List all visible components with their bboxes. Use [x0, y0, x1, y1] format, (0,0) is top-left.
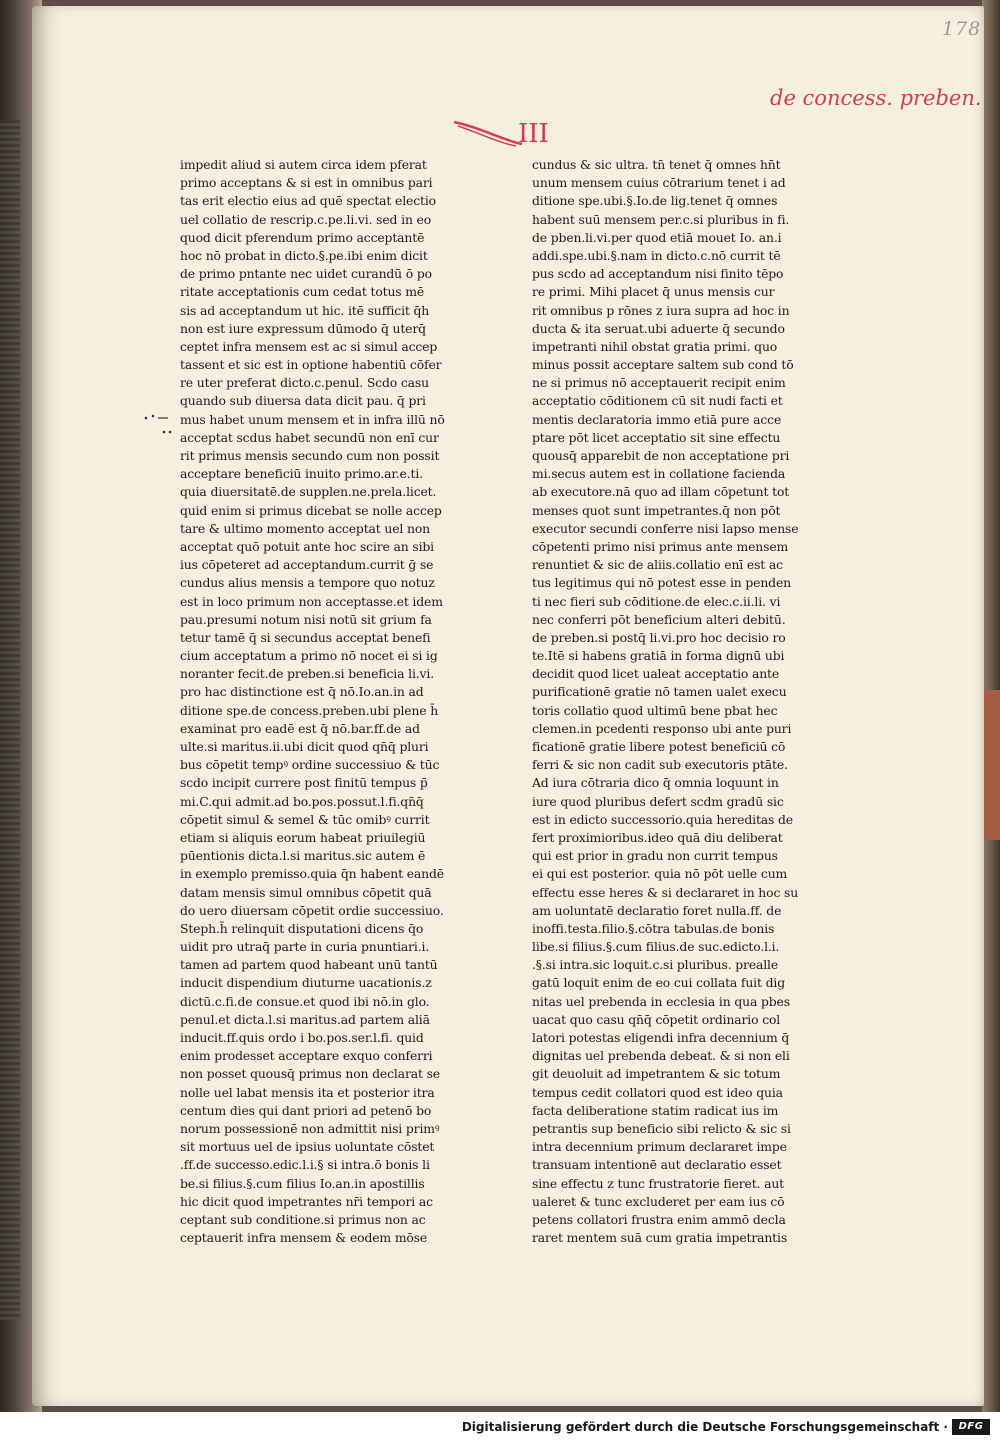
text-line: non posset quousq̄ primus non declarat se [180, 1066, 440, 1082]
text-line: do uero diuersam cōpetit ordie successiuo. [180, 902, 444, 918]
marginal-note: de concess. preben. [770, 86, 982, 110]
text-line: sis ad acceptandum ut hic. itē sufficit q̄h [180, 302, 430, 318]
text-line: penul.et dicta.l.si maritus.ad partem aliā [180, 1011, 430, 1027]
text-line: enim prodesset acceptare exquo conferri [180, 1048, 433, 1064]
text-line: Steph.h̄ relinquit disputationi dicens q̄o [180, 920, 424, 936]
text-line: toris collatio quod ultimū bene pbat hec [532, 702, 778, 718]
footer [0, 1412, 1000, 1442]
text-line: ritate acceptationis cum cedat totus mē [180, 284, 425, 300]
text-line: re uter preferat dicto.c.penul. Scdo casu [180, 375, 429, 391]
text-line: raret mentem suā cum gratia impetrantis [532, 1230, 788, 1246]
text-line: ducta & ita seruat.ubi aduerte q̄ secundo [532, 320, 785, 336]
text-line: ptare pōt licet acceptatio sit sine effectu [532, 429, 781, 445]
text-line: sit mortuus uel de ipsius uoluntate cōstet [180, 1139, 435, 1155]
text-line: purificationē gratie nō tamen ualet execu [532, 684, 787, 700]
text-line: ti nec fieri sub cōditione.de elec.c.ii.li. vi [532, 593, 781, 609]
text-line: tetur tamē q̄ si secundus acceptat benefi [180, 629, 431, 645]
text-line: primo acceptans & si est in omnibus pari [180, 175, 433, 191]
text-line: inducit dispendium diuturne uacationis.z [180, 975, 432, 991]
text-line: decidit quod licet ualeat acceptatio ante [532, 666, 780, 682]
margin-marks-drawing [142, 410, 176, 440]
text-line: tamen ad partem quod habeant unū tantū [180, 957, 438, 973]
text-line: transuam intentionē aut declaratio esset [532, 1157, 782, 1173]
text-line: ficationē gratie libere potest beneficiū cō [532, 739, 786, 754]
text-line: tas erit electio eius ad quē spectat electio [180, 193, 436, 209]
text-line: git deuoluit ad impetrantem & sic totum [532, 1066, 781, 1082]
text-column-left [180, 156, 492, 1247]
text-line: ditione spe.de concess.preben.ubi plene h̄ [180, 702, 439, 718]
text-line: addi.spe.ubi.§.nam in dicto.c.nō currit tē [532, 247, 781, 263]
text-line: nolle uel labat mensis ita et posterior itra [180, 1084, 435, 1100]
text-line: ditione spe.ubi.§.Io.de lig.tenet q̄ omnes [532, 193, 778, 209]
text-line: est in loco primum non acceptasse.et idem [180, 593, 443, 609]
rubric-text: III [518, 119, 549, 149]
page-leaf [32, 6, 984, 1406]
text-line: dictū.c.fi.de consue.et quod ibi nō.in glo. [180, 993, 430, 1009]
text-line: renuntiet & sic de aliis.collatio enī est ac [532, 557, 783, 573]
text-line: iure quod pluribus defert scdm gradū sic [532, 793, 784, 809]
text-line: tassent et sic est in optione habentiū cōfer [180, 357, 442, 373]
text-line: ceptant sub conditione.si primus non ac [180, 1211, 426, 1227]
text-line: ualeret & tunc excluderet per eam ius cō [532, 1193, 785, 1209]
text-line: dignitas uel prebenda debeat. & si non eli [532, 1048, 790, 1064]
text-line: acceptare beneficiū inuito primo.ar.e.ti. [180, 466, 423, 482]
text-line: ulte.si maritus.ii.ubi dicit quod qn̄q̄ pluri [180, 739, 429, 754]
text-line: impedit aliud si autem circa idem pferat [180, 157, 427, 172]
text-line: quousq̄ apparebit de non acceptatione pri [532, 448, 790, 463]
text-line: pus scdo ad acceptandum nisi finito tēpo [532, 266, 784, 282]
folio-number: 178 [942, 18, 982, 40]
text-line: non est iure expressum dūmodo q̄ uterq̄ [180, 320, 426, 336]
text-line: centum dies qui dant priori ad petenō bo [180, 1102, 432, 1118]
text-line: in exemplo premisso.quia q̄n habent eandē [180, 866, 444, 882]
text-line: tare & ultimo momento acceptat uel non [180, 520, 430, 536]
text-line: clemen.in pcedenti responso ubi ante puri [532, 720, 792, 736]
text-line: fert proximioribus.ideo quā diu deliberat [532, 829, 783, 845]
text-line: uacat quo casu qn̄q̄ cōpetit ordinario col [532, 1011, 781, 1027]
text-line: acceptat quō potuit ante hoc scire an sibi [180, 538, 434, 554]
text-line: am uoluntatē declaratio foret nulla.ff. de [532, 902, 782, 918]
text-line: executor secundi conferre nisi lapso mense [532, 520, 799, 536]
text-line: est in edicto successorio.quia hereditas de [532, 811, 793, 827]
text-line: pro hac distinctione est q̄ nō.Io.an.in ad [180, 684, 424, 700]
text-line: de preben.si postq̄ li.vi.pro hoc decisio ro [532, 629, 786, 645]
text-line: re primi. Mihi placet q̄ unus mensis cur [532, 284, 775, 300]
text-line: cium acceptatum a primo nō nocet ei si ig [180, 648, 438, 664]
text-line: quia diuersitatē.de supplen.ne.prela.licet. [180, 484, 437, 500]
text-line: ceptet infra mensem est ac si simul accep [180, 338, 438, 354]
text-line: sine effectu z tunc frustratorie fieret. aut [532, 1175, 785, 1191]
text-line: intra decennium primum declararet impe [532, 1139, 787, 1155]
text-line: inoffi.testa.filio.§.cōtra tabulas.de bonis [532, 920, 775, 936]
text-line: pau.presumi notum nisi notū sit grium fa [180, 611, 432, 627]
text-line: quid enim si primus dicebat se nolle accep [180, 502, 442, 518]
text-line: ne si primus nō acceptauerit recipit enim [532, 375, 786, 391]
text-line: mentis declaratoria immo etiā pure acce [532, 411, 782, 427]
text-line: rit primus mensis secundo cum non possit [180, 448, 440, 463]
text-line: uidit pro utraq̄ parte in curia pnuntiari.i. [180, 939, 430, 955]
text-line: mi.C.qui admit.ad bo.pos.possut.l.fi.qn̄q̄ [180, 793, 424, 809]
text-line: facta deliberatione statim radicat ius im [532, 1102, 779, 1118]
rubric-numeral-drawing [452, 114, 562, 152]
rubric-numeral [452, 114, 562, 152]
text-line: ius cōpeteret ad acceptandum.currit ḡ se [180, 557, 434, 573]
text-line: tus legitimus qui nō potest esse in penden [532, 575, 791, 591]
text-line: cundus & sic ultra. tn̄ tenet q̄ omnes hn̄t [532, 157, 781, 172]
text-line: qui est prior in gradu non currit tempus [532, 848, 778, 864]
text-line: Ad iura cōtraria dico q̄ omnia loquunt in [532, 775, 779, 791]
text-line: tempus cedit collatori quod est ideo quia [532, 1084, 783, 1100]
text-line: minus possit acceptare saltem sub cond tō [532, 357, 794, 373]
text-line: quando sub diuersa data dicit pau. q̄ pri [180, 393, 426, 409]
text-line: habent suū mensem per.c.si pluribus in fi. [532, 211, 790, 227]
text-line: .§.si intra.sic loquit.c.si pluribus. prealle [532, 957, 779, 973]
text-line: noranter fecit.de preben.si beneficia li.vi. [180, 666, 434, 682]
text-column-right [532, 156, 800, 1247]
text-line: te.Itē si habens gratiā in forma dignū ubi [532, 648, 785, 664]
text-line: petrantis sup beneficio sibi relicto & sic si [532, 1120, 791, 1136]
text-line: unum mensem cuius cōtrarium tenet i ad [532, 175, 786, 191]
text-line: gatū loquit enim de eo cui collata fuit dig [532, 975, 785, 991]
bookmark-strip [984, 690, 1000, 840]
text-line: ab executore.nā quo ad illam cōpetunt tot [532, 484, 790, 500]
text-line: ei qui est posterior. quia nō pōt uelle cum [532, 866, 788, 882]
text-line: uel collatio de rescrip.c.pe.li.vi. sed in eo [180, 211, 432, 227]
text-line: datam mensis simul omnibus cōpetit quā [180, 884, 432, 900]
text-line: libe.si filius.§.cum filius.de suc.edicto.l.i. [532, 939, 780, 955]
text-line: etiam si aliquis eorum habeat priuilegiū [180, 829, 426, 845]
text-line: mus habet unum mensem et in infra illū nō [180, 411, 445, 427]
text-line: cundus alius mensis a tempore quo notuz [180, 575, 435, 591]
text-line: ferri & sic non cadit sub executoris ptāte. [532, 757, 788, 773]
text-line: acceptat scdus habet secundū non enī cur [180, 429, 439, 445]
text-line: be.si filius.§.cum filius Io.an.in apostillis [180, 1175, 425, 1191]
text-line: latori potestas eligendi infra decennium q̄ [532, 1030, 790, 1045]
text-line: inducit.ff.quis ordo i bo.pos.ser.l.fi. quid [180, 1030, 424, 1045]
text-line: norum possessionē non admittit nisi primꝰ [180, 1120, 440, 1136]
text-line: impetranti nihil obstat gratia primi. quo [532, 338, 778, 354]
text-line: scdo incipit currere post finitū tempus p̄ [180, 775, 428, 791]
text-line: nec conferri pōt beneficium alteri debitū. [532, 611, 786, 627]
text-line: ceptauerit infra mensem & eodem mōse [180, 1230, 428, 1246]
text-line: .ff.de successo.edic.l.i.§ si intra.ō bonis li [180, 1157, 430, 1173]
text-line: cōpetit simul & semel & tūc omibꝰ currit [180, 811, 430, 827]
text-line: menses quot sunt impetrantes.q̄ non pōt [532, 502, 781, 518]
text-line: de primo pntante nec uidet curandū ō po [180, 266, 432, 282]
left-page-edge [0, 120, 20, 1320]
text-line: mi.secus autem est in collatione facienda [532, 466, 786, 482]
text-line: quod dicit pferendum primo acceptantē [180, 229, 425, 245]
text-line: petens collatori frustra enim ammō decla [532, 1211, 786, 1227]
text-line: hoc nō probat in dicto.§.pe.ibi enim dicit [180, 247, 428, 263]
text-line: rit omnibus p rōnes z iura supra ad hoc in [532, 302, 790, 318]
text-line: cōpetenti primo nisi primus ante mensem [532, 538, 789, 554]
text-line: pūentionis dicta.l.si maritus.sic autem ē [180, 848, 426, 864]
text-line: effectu esse heres & si declararet in hoc su [532, 884, 799, 900]
text-line: nitas uel prebenda in ecclesia in qua pbes [532, 993, 790, 1009]
margin-marks [142, 410, 176, 440]
text-line: acceptatio cōditionem cū sit nudi facti et [532, 393, 783, 409]
text-line: examinat pro eadē est q̄ nō.bar.ff.de ad [180, 720, 420, 736]
footer-credit: Digitalisierung gefördert durch die Deutsche Forschungsgemeinschaft · [461, 1420, 948, 1434]
dfg-logo: DFG [952, 1419, 990, 1435]
text-line: de pben.li.vi.per quod etiā mouet Io. an.i [532, 229, 782, 245]
text-line: bus cōpetit tempꝰ ordine successiuo & tūc [180, 757, 440, 773]
text-line: hic dicit quod impetrantes nr̄i tempori ac [180, 1193, 433, 1209]
